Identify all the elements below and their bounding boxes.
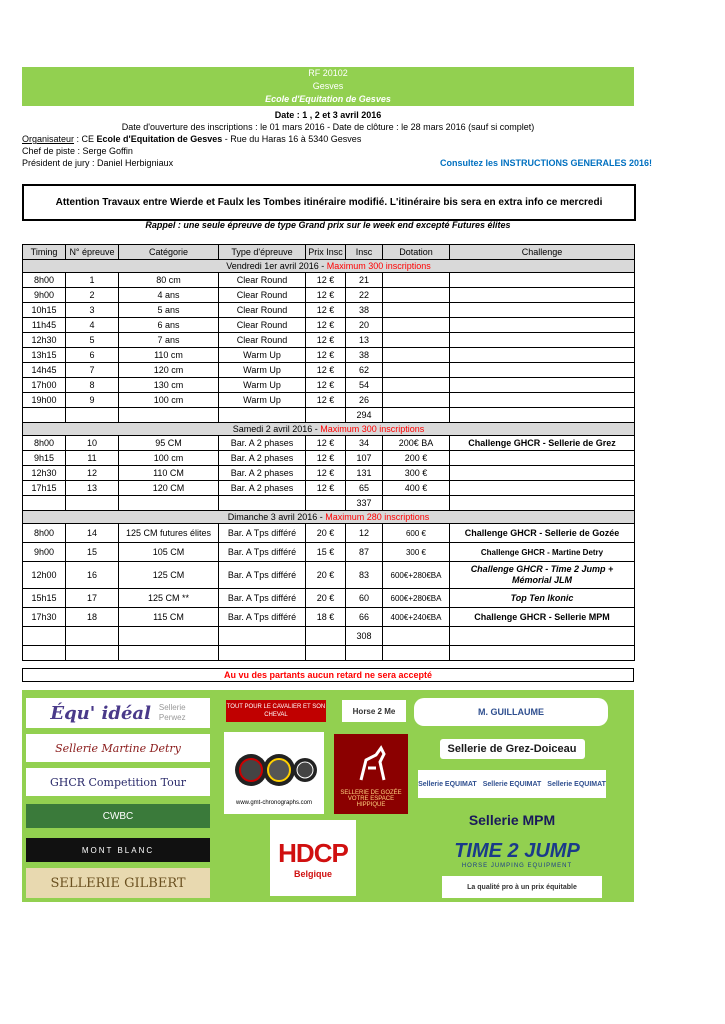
equimat-logo-2: Sellerie EQUIMAT bbox=[482, 780, 542, 788]
day-label bbox=[23, 260, 635, 273]
total-row bbox=[23, 627, 635, 646]
table-cell bbox=[383, 393, 450, 408]
empty-cell bbox=[119, 627, 219, 646]
table-row bbox=[23, 543, 635, 562]
empty-cell bbox=[119, 496, 219, 511]
organizer-name: Ecole d'Equitation de Gesves bbox=[96, 134, 223, 144]
cwbc-logo: CWBC bbox=[102, 810, 134, 822]
table-header-row bbox=[23, 245, 635, 260]
table-cell: 12 € bbox=[306, 393, 346, 408]
table-cell: 8 bbox=[66, 378, 119, 393]
table-cell: 12 bbox=[66, 466, 119, 481]
table-cell: Warm Up bbox=[219, 363, 306, 378]
empty-cell bbox=[119, 408, 219, 423]
column-header: N° épreuve bbox=[66, 245, 119, 260]
sponsors-panel bbox=[22, 690, 634, 902]
day-limit: Maximum 300 inscriptions bbox=[320, 423, 425, 434]
table-cell bbox=[383, 333, 450, 348]
table-cell: 12 € bbox=[306, 333, 346, 348]
detry-logo: Sellerie Martine Detry bbox=[55, 741, 181, 755]
montblanc-logo: MONT BLANC bbox=[81, 845, 155, 855]
table-cell: 12h30 bbox=[23, 333, 66, 348]
table-cell: 65 bbox=[346, 481, 383, 496]
course-designer: Chef de piste : Serge Goffin bbox=[22, 146, 133, 156]
column-header: Insc bbox=[346, 245, 383, 260]
watches-icon bbox=[229, 740, 319, 800]
column-header: Prix Insc bbox=[306, 245, 346, 260]
sponsor-gmt[interactable] bbox=[224, 732, 324, 814]
table-cell: 21 bbox=[346, 273, 383, 288]
mpm-logo: Sellerie MPM bbox=[468, 812, 556, 828]
table-cell bbox=[450, 481, 635, 496]
empty-cell bbox=[383, 408, 450, 423]
event-date: Date : 1 , 2 et 3 avril 2016 bbox=[274, 110, 382, 120]
empty-cell bbox=[66, 496, 119, 511]
day-label bbox=[23, 511, 635, 524]
empty-cell bbox=[450, 627, 635, 646]
horse-dressage-icon bbox=[346, 740, 396, 790]
table-cell: 15 € bbox=[306, 543, 346, 562]
empty-cell bbox=[23, 496, 66, 511]
empty-cell bbox=[383, 627, 450, 646]
sponsor-time2jump[interactable] bbox=[432, 836, 602, 872]
table-cell: Challenge GHCR - Sellerie de Grez bbox=[450, 436, 635, 451]
empty-cell bbox=[66, 646, 119, 661]
sponsor-cwbc[interactable] bbox=[26, 804, 210, 828]
table-cell: 125 CM ** bbox=[119, 589, 219, 608]
empty-cell bbox=[219, 627, 306, 646]
ikonic-logo: La qualité pro à un prix équitable bbox=[467, 883, 577, 891]
organizer-line bbox=[22, 133, 361, 145]
table-cell bbox=[383, 318, 450, 333]
total-row bbox=[23, 496, 635, 511]
table-cell bbox=[450, 378, 635, 393]
organizer-prefix: : CE bbox=[74, 134, 97, 144]
table-cell: 600€+280€BA bbox=[383, 589, 450, 608]
table-row bbox=[23, 481, 635, 496]
table-cell: 8h00 bbox=[23, 273, 66, 288]
equideal-sub1: Sellerie bbox=[158, 703, 186, 712]
table-cell: Challenge GHCR - Martine Detry bbox=[450, 543, 635, 562]
empty-cell bbox=[66, 408, 119, 423]
table-cell: Bar. A 2 phases bbox=[219, 451, 306, 466]
table-cell: 4 ans bbox=[119, 288, 219, 303]
table-cell: Bar. A 2 phases bbox=[219, 481, 306, 496]
table-cell: 12 € bbox=[306, 378, 346, 393]
table-cell: 26 bbox=[346, 393, 383, 408]
table-cell: 12 € bbox=[306, 318, 346, 333]
table-cell: 10 bbox=[66, 436, 119, 451]
sponsor-gilbert[interactable] bbox=[26, 868, 210, 898]
table-cell: 17h15 bbox=[23, 481, 66, 496]
sponsor-mpm[interactable] bbox=[418, 808, 606, 832]
equimat-logo-1: Sellerie EQUIMAT bbox=[418, 780, 477, 788]
table-cell: 120 cm bbox=[119, 363, 219, 378]
table-cell: Bar. A Tps différé bbox=[219, 589, 306, 608]
empty-cell bbox=[346, 646, 383, 661]
table-cell: 18 bbox=[66, 608, 119, 627]
sponsor-gozee[interactable] bbox=[334, 734, 408, 814]
table-cell: 62 bbox=[346, 363, 383, 378]
table-cell: 80 cm bbox=[119, 273, 219, 288]
table-cell: 120 CM bbox=[119, 481, 219, 496]
time2jump-sub: HORSE JUMPING EQUIPMENT bbox=[461, 862, 573, 869]
day-title: Samedi 2 avril 2016 - bbox=[232, 423, 321, 434]
table-cell: 66 bbox=[346, 608, 383, 627]
table-row bbox=[23, 524, 635, 543]
table-cell: Warm Up bbox=[219, 393, 306, 408]
table-cell: 17h30 bbox=[23, 608, 66, 627]
total-cell: 308 bbox=[346, 627, 383, 646]
table-cell: 15h15 bbox=[23, 589, 66, 608]
column-header: Dotation bbox=[383, 245, 450, 260]
table-cell: 15 bbox=[66, 543, 119, 562]
organizer-address: - Rue du Haras 16 à 5340 Gesves bbox=[222, 134, 362, 144]
sponsor-martine-detry[interactable] bbox=[26, 734, 210, 762]
empty-cell bbox=[306, 646, 346, 661]
table-cell: 600€+280€BA bbox=[383, 562, 450, 589]
sponsor-hdcp[interactable] bbox=[270, 820, 356, 896]
table-row bbox=[23, 466, 635, 481]
day-limit: Maximum 300 inscriptions bbox=[326, 260, 431, 271]
table-cell: 100 cm bbox=[119, 451, 219, 466]
total-cell: 337 bbox=[346, 496, 383, 511]
guillaume-logo: M. GUILLAUME bbox=[478, 707, 544, 717]
event-code: RF 20102 bbox=[308, 68, 348, 78]
table-cell: Challenge GHCR - Sellerie de Gozée bbox=[450, 524, 635, 543]
instructions-link[interactable]: Consultez les INSTRUCTIONS GENERALES 2016! bbox=[440, 158, 653, 168]
table-cell: Bar. A 2 phases bbox=[219, 436, 306, 451]
horse2me-logo: Horse 2 Me bbox=[352, 706, 396, 716]
day-label bbox=[23, 423, 635, 436]
table-cell: 13 bbox=[66, 481, 119, 496]
table-row bbox=[23, 348, 635, 363]
equimat-logo-3: Sellerie EQUIMAT bbox=[547, 780, 606, 788]
column-header: Timing bbox=[23, 245, 66, 260]
equideal-logo: Équ' idéal bbox=[50, 702, 151, 724]
table-cell: 115 CM bbox=[119, 608, 219, 627]
table-cell: 300 € bbox=[383, 543, 450, 562]
jury-president: Président de jury : Daniel Herbigniaux bbox=[22, 158, 174, 168]
empty-cell bbox=[23, 646, 66, 661]
table-row bbox=[23, 589, 635, 608]
sponsor-montblanc[interactable] bbox=[26, 838, 210, 862]
empty-cell bbox=[450, 408, 635, 423]
table-cell: 83 bbox=[346, 562, 383, 589]
table-cell: 11 bbox=[66, 451, 119, 466]
table-cell: 5 bbox=[66, 333, 119, 348]
table-row bbox=[23, 608, 635, 627]
gozee-sub: VOTRE ESPACE HIPPIQUE bbox=[347, 796, 395, 808]
table-cell: Challenge GHCR - Time 2 Jump + Mémorial JLM bbox=[450, 562, 635, 589]
table-cell bbox=[383, 348, 450, 363]
table-cell bbox=[383, 363, 450, 378]
table-cell: 38 bbox=[346, 348, 383, 363]
table-cell: 125 CM futures élites bbox=[119, 524, 219, 543]
table-cell: 9h00 bbox=[23, 288, 66, 303]
empty-cell bbox=[219, 646, 306, 661]
table-row bbox=[23, 273, 635, 288]
table-cell: 12 € bbox=[306, 363, 346, 378]
sponsor-ikonic[interactable] bbox=[442, 876, 602, 898]
table-cell: 12 € bbox=[306, 481, 346, 496]
table-cell: Clear Round bbox=[219, 288, 306, 303]
table-row bbox=[23, 363, 635, 378]
table-cell: 2 bbox=[66, 288, 119, 303]
table-cell bbox=[450, 451, 635, 466]
sponsor-guillaume[interactable] bbox=[414, 698, 608, 726]
table-cell: 8h00 bbox=[23, 436, 66, 451]
table-cell: 17h00 bbox=[23, 378, 66, 393]
table-cell: 20 € bbox=[306, 562, 346, 589]
table-cell: 125 CM bbox=[119, 562, 219, 589]
table-cell: 6 ans bbox=[119, 318, 219, 333]
ghcr-logo: GHCR Competition Tour bbox=[49, 775, 187, 789]
column-header: Challenge bbox=[450, 245, 635, 260]
sponsor-grez[interactable] bbox=[418, 734, 606, 764]
table-cell: 10h15 bbox=[23, 303, 66, 318]
table-cell: 100 cm bbox=[119, 393, 219, 408]
time2jump-logo: TIME 2 JUMP bbox=[454, 839, 580, 862]
table-cell: Warm Up bbox=[219, 348, 306, 363]
day-row-friday bbox=[23, 260, 635, 273]
table-cell: 9 bbox=[66, 393, 119, 408]
table-cell bbox=[383, 303, 450, 318]
table-cell: 11h45 bbox=[23, 318, 66, 333]
table-cell: 300 € bbox=[383, 466, 450, 481]
table-cell: 34 bbox=[346, 436, 383, 451]
empty-cell bbox=[23, 627, 66, 646]
empty-cell bbox=[306, 408, 346, 423]
table-cell: Challenge GHCR - Sellerie MPM bbox=[450, 608, 635, 627]
sponsor-horse2me[interactable] bbox=[342, 700, 406, 722]
table-cell: 54 bbox=[346, 378, 383, 393]
table-cell: 14h45 bbox=[23, 363, 66, 378]
cavalier-text: TOUT POUR LE CAVALIER ET SON CHEVAL bbox=[226, 704, 326, 718]
table-cell: 12 € bbox=[306, 288, 346, 303]
table-cell: 400€+240€BA bbox=[383, 608, 450, 627]
hdcp-sub: Belgique bbox=[293, 868, 332, 879]
notice-text: Attention Travaux entre Wierde et Faulx les Tombes itinéraire modifié. L'itinéraire bis sera en extra info ce mercredi bbox=[55, 197, 603, 208]
table-cell bbox=[383, 378, 450, 393]
gozee-logo: SELLERIE DE GOZÉE bbox=[340, 790, 402, 796]
table-row bbox=[23, 288, 635, 303]
day-row-sunday bbox=[23, 511, 635, 524]
table-cell: Clear Round bbox=[219, 303, 306, 318]
table-cell: 400 € bbox=[383, 481, 450, 496]
table-cell: 14 bbox=[66, 524, 119, 543]
table-cell: 4 bbox=[66, 318, 119, 333]
registration-dates: Date d'ouverture des inscriptions : le 01 mars 2016 - Date de clôture : le 28 mars 2016 (sauf si complet) bbox=[121, 122, 535, 132]
table-row bbox=[23, 562, 635, 589]
sponsor-equimat[interactable] bbox=[418, 770, 606, 798]
total-cell: 294 bbox=[346, 408, 383, 423]
total-row bbox=[23, 408, 635, 423]
table-cell: 3 bbox=[66, 303, 119, 318]
event-location: Gesves bbox=[312, 81, 344, 91]
empty-cell bbox=[383, 496, 450, 511]
sponsor-equideal[interactable] bbox=[26, 698, 210, 728]
table-cell: Clear Round bbox=[219, 333, 306, 348]
table-cell: 107 bbox=[346, 451, 383, 466]
table-cell bbox=[450, 363, 635, 378]
empty-cell bbox=[219, 408, 306, 423]
table-cell: 38 bbox=[346, 303, 383, 318]
table-cell: 12h00 bbox=[23, 562, 66, 589]
table-cell: 7 bbox=[66, 363, 119, 378]
table-cell: 12 € bbox=[306, 348, 346, 363]
table-cell: 8h00 bbox=[23, 524, 66, 543]
gmt-url: www.gmt-chronographs.com bbox=[235, 800, 313, 806]
table-cell: 12 € bbox=[306, 466, 346, 481]
table-cell bbox=[450, 318, 635, 333]
table-cell: 131 bbox=[346, 466, 383, 481]
table-cell: 110 CM bbox=[119, 466, 219, 481]
table-cell: Bar. A Tps différé bbox=[219, 543, 306, 562]
gilbert-logo: SELLERIE GILBERT bbox=[50, 875, 186, 891]
day-row-saturday bbox=[23, 423, 635, 436]
day-title: Vendredi 1er avril 2016 - bbox=[226, 260, 327, 271]
table-cell bbox=[450, 288, 635, 303]
bottom-note: Au vu des partants aucun retard ne sera accepté bbox=[22, 668, 634, 682]
day-limit: Maximum 280 inscriptions bbox=[325, 511, 430, 522]
schedule-table bbox=[22, 244, 635, 661]
table-cell: 20 bbox=[346, 318, 383, 333]
empty-cell bbox=[119, 646, 219, 661]
sponsor-cavalier[interactable] bbox=[226, 700, 326, 722]
table-row bbox=[23, 318, 635, 333]
table-row bbox=[23, 393, 635, 408]
table-cell: 600 € bbox=[383, 524, 450, 543]
table-cell bbox=[450, 348, 635, 363]
grez-logo: Sellerie de Grez-Doiceau bbox=[440, 739, 585, 759]
table-cell: 9h15 bbox=[23, 451, 66, 466]
table-cell: 12 € bbox=[306, 436, 346, 451]
table-cell: 17 bbox=[66, 589, 119, 608]
table-cell: 200€ BA bbox=[383, 436, 450, 451]
table-cell: 5 ans bbox=[119, 303, 219, 318]
event-organizer: Ecole d'Equitation de Gesves bbox=[265, 94, 391, 104]
table-cell: Clear Round bbox=[219, 273, 306, 288]
empty-cell bbox=[66, 627, 119, 646]
table-row bbox=[23, 436, 635, 451]
table-cell: 20 € bbox=[306, 589, 346, 608]
table-cell: 12 bbox=[346, 524, 383, 543]
table-cell: 200 € bbox=[383, 451, 450, 466]
table-cell: 12 € bbox=[306, 303, 346, 318]
table-cell: 6 bbox=[66, 348, 119, 363]
table-cell: 19h00 bbox=[23, 393, 66, 408]
table-cell bbox=[450, 303, 635, 318]
table-row bbox=[23, 378, 635, 393]
organizer-label: Organisateur bbox=[22, 134, 75, 144]
table-cell: 16 bbox=[66, 562, 119, 589]
table-cell: Warm Up bbox=[219, 378, 306, 393]
table-cell bbox=[383, 288, 450, 303]
table-cell: 12 € bbox=[306, 273, 346, 288]
table-row bbox=[23, 451, 635, 466]
table-cell: 13 bbox=[346, 333, 383, 348]
table-cell: 13h15 bbox=[23, 348, 66, 363]
table-cell: 130 cm bbox=[119, 378, 219, 393]
table-cell: 12 € bbox=[306, 451, 346, 466]
table-cell: 22 bbox=[346, 288, 383, 303]
table-cell: 1 bbox=[66, 273, 119, 288]
table-cell bbox=[450, 333, 635, 348]
table-cell: 87 bbox=[346, 543, 383, 562]
table-cell: 9h00 bbox=[23, 543, 66, 562]
notice-box bbox=[22, 184, 636, 221]
table-cell: 95 CM bbox=[119, 436, 219, 451]
header-banner bbox=[22, 67, 634, 106]
table-cell: 18 € bbox=[306, 608, 346, 627]
table-cell: 105 CM bbox=[119, 543, 219, 562]
table-cell: Bar. A Tps différé bbox=[219, 608, 306, 627]
table-cell: Bar. A Tps différé bbox=[219, 524, 306, 543]
empty-cell bbox=[450, 646, 635, 661]
empty-row bbox=[23, 646, 635, 661]
table-cell bbox=[383, 273, 450, 288]
table-cell: Top Ten Ikonic bbox=[450, 589, 635, 608]
table-row bbox=[23, 303, 635, 318]
empty-cell bbox=[306, 627, 346, 646]
empty-cell bbox=[383, 646, 450, 661]
table-cell: 110 cm bbox=[119, 348, 219, 363]
column-header: Catégorie bbox=[119, 245, 219, 260]
table-cell: Bar. A 2 phases bbox=[219, 466, 306, 481]
table-cell: 12h30 bbox=[23, 466, 66, 481]
empty-cell bbox=[450, 496, 635, 511]
hdcp-logo: HDCP bbox=[278, 837, 348, 868]
empty-cell bbox=[306, 496, 346, 511]
table-cell: 7 ans bbox=[119, 333, 219, 348]
day-title: Dimanche 3 avril 2016 - bbox=[227, 511, 326, 522]
equideal-sub2: Perwez bbox=[158, 713, 186, 722]
rappel-text: Rappel : une seule épreuve de type Grand prix sur le week end excepté Futures élites bbox=[145, 220, 511, 230]
table-cell: 60 bbox=[346, 589, 383, 608]
table-cell: Bar. A Tps différé bbox=[219, 562, 306, 589]
empty-cell bbox=[219, 496, 306, 511]
table-cell bbox=[450, 466, 635, 481]
table-cell bbox=[450, 393, 635, 408]
sponsor-ghcr[interactable] bbox=[26, 768, 210, 796]
column-header: Type d'épreuve bbox=[219, 245, 306, 260]
table-cell: Clear Round bbox=[219, 318, 306, 333]
table-cell: 20 € bbox=[306, 524, 346, 543]
table-cell bbox=[450, 273, 635, 288]
empty-cell bbox=[23, 408, 66, 423]
table-row bbox=[23, 333, 635, 348]
